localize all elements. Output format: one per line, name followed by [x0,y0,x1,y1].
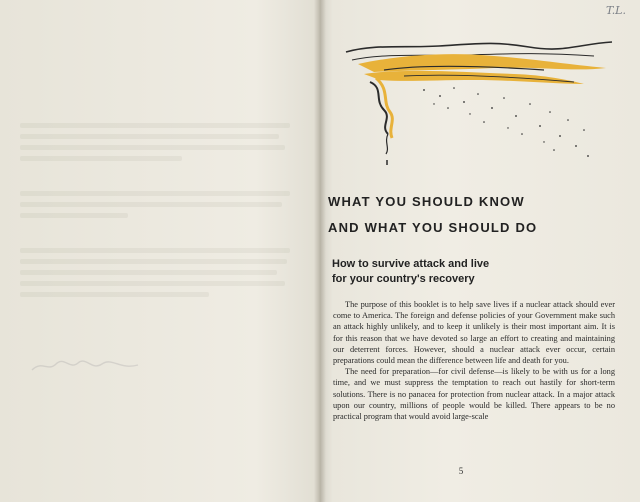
heading-line: WHAT YOU SHOULD KNOW [328,194,525,209]
page-number: 5 [458,466,464,476]
left-page [0,0,318,502]
mushroom-cloud-illustration-icon [344,38,614,168]
paragraph: The need for preparation—for civil defense—is likely to be with us for a long time, and we must suppress the temptation to reach out hastily for short-term solutions. There is no panacea for protection from nuclear attack. In a major attack upon our country, millions of people would be killed. There appears to be no practical program that would avoid large-scale [333,367,615,422]
show-through-title [20,98,290,109]
subheading [332,257,592,287]
body-text [333,299,615,422]
show-through-signature-icon [30,358,140,374]
subheading-line: How to survive attack and live [332,258,490,270]
paragraph: The purpose of this booklet is to help save lives if a nuclear attack should ever come to America. The foreign and defense policies of your Government make such an attack highly unlikely, and to keep it unlikely is their most important aim. It is for this reason that we have devoted so large an effort to creating and maintaining our deterrent forces. However, should a nuclear attack ever occur, certain preparations could mean the difference between life and death for you. [333,300,615,366]
handwritten-note: T.L. [605,4,626,17]
subheading-line: for your country's recovery [332,273,475,285]
section-heading [328,189,628,241]
show-through-text [20,80,290,303]
right-page [322,0,640,502]
heading-line: AND WHAT YOU SHOULD DO [328,220,538,235]
